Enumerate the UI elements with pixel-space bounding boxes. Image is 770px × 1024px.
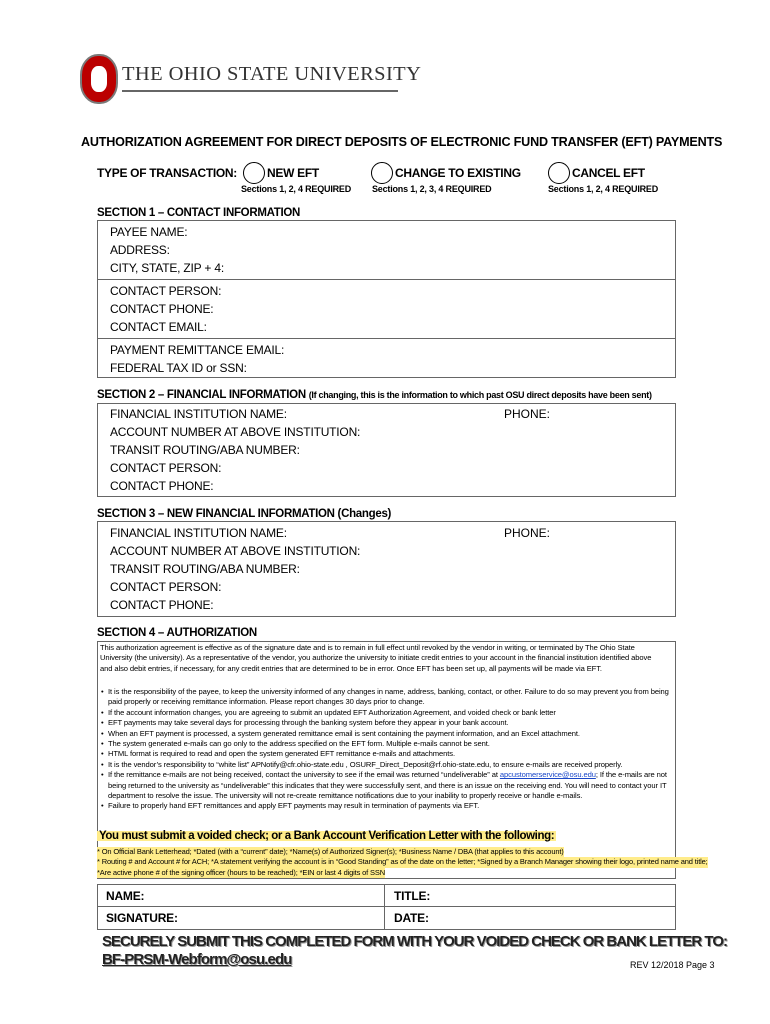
- radio-change-existing[interactable]: [371, 162, 393, 184]
- signature-divider: [98, 906, 675, 907]
- field-federal-tax-id[interactable]: [98, 359, 675, 377]
- voided-check-requirements: [97, 847, 708, 878]
- section1-divider: [98, 279, 675, 280]
- bullet-text: If the account information changes, you are agreeing to submit an updated EFT Authorization Agreement, and voided check or bank letter: [108, 707, 556, 717]
- bullet-text: It is the responsibility of the payee, to keep the university informed of any changes in name, address, banking, contact, or other. Failure to do so may prevent you from being paid properly or receiving remittance information. Please report changes 30 days prior to change.: [108, 687, 669, 707]
- field-label: FINANCIAL INSTITUTION NAME:: [110, 407, 287, 421]
- requirement-line: * Routing # and Account # for ACH; *A statement verifying the account is in “Good Standing” as of the date on the letter; *Signed by a Branch Manager showing their logo, printed name and title;: [97, 857, 708, 867]
- field-contact-email[interactable]: [98, 318, 675, 336]
- section2-box: [97, 403, 676, 497]
- signature-divider: [384, 885, 385, 929]
- signature-field[interactable]: SIGNATURE:: [106, 911, 178, 925]
- field-new-routing-number[interactable]: [98, 560, 675, 578]
- field-label: FINANCIAL INSTITUTION NAME:: [110, 526, 287, 540]
- field-city-state-zip[interactable]: [98, 259, 675, 277]
- bullet-text: Failure to properly hand EFT remittances and apply EFT payments may result in termination of payments via EFT.: [108, 801, 480, 811]
- submit-email-link[interactable]: BF-PRSM-Webform@osu.edu: [102, 951, 292, 968]
- field-remittance-email[interactable]: [98, 341, 675, 359]
- university-logo: [80, 54, 422, 104]
- option-change-existing-label: CHANGE TO EXISTING: [395, 166, 521, 180]
- authorization-bullets: [100, 687, 670, 812]
- bullet-text: HTML format is required to read and open the system generated EFT remittance e-mails and attachments.: [108, 749, 455, 759]
- option-change-existing[interactable]: [395, 166, 521, 180]
- option-cancel-eft-label: CANCEL EFT: [572, 166, 645, 180]
- list-item: • It is the responsibility of the payee, to keep the university informed of any changes in name, address, banking, contact, or other. Failure to do so may prevent you from being paid properly or receiving remittance information. Please report changes 30 days prior to change.: [101, 687, 669, 707]
- section2-note: (If changing, this is the information to which past OSU direct deposits have been sent): [308, 390, 652, 400]
- section2-title: SECTION 2 – FINANCIAL INFORMATION: [97, 389, 306, 401]
- list-item: • EFT payments may take several days for processing through the banking system before they appear in your bank account.: [101, 718, 509, 728]
- field-new-account-number[interactable]: [98, 542, 675, 560]
- authorization-box: [97, 641, 708, 879]
- field-label: CONTACT PHONE:: [110, 302, 214, 316]
- field-new-contact-phone[interactable]: [98, 596, 675, 614]
- field-label: CONTACT PERSON:: [110, 461, 222, 475]
- authorization-intro: This authorization agreement is effective as of the signature date and is to remain in full effect until revoked by the vendor in writing, or terminated by The Ohio State University (the university). As a representative of the vendor, you authorize the university to initiate credit entries to your account in the financial institution identified above and also debit entries, if necessary, for any credit entries that are determined to be in error. Once EFT has been set up, all payments will be made via EFT.: [100, 643, 652, 673]
- voided-check-heading: You must submit a voided check; or a Bank Account Verification Letter with the following:: [99, 830, 555, 842]
- field-phone-label: PHONE:: [504, 407, 551, 421]
- field-label: CONTACT PERSON:: [110, 580, 222, 594]
- field-label: FEDERAL TAX ID or SSN:: [110, 361, 247, 375]
- option-new-eft-label: NEW EFT: [267, 166, 319, 180]
- requirement-line: *Are active phone # of the signing officer (hours to be reached); *EIN or last 4 digits of SSN: [97, 867, 386, 877]
- submit-instructions: SECURELY SUBMIT THIS COMPLETED FORM WITH YOUR VOIDED CHECK OR BANK LETTER TO:: [102, 933, 727, 950]
- bullet-text: It is the vendor’s responsibility to “white list” APNotify@cfr.ohio-state.edu , OSURF_Direct_Deposit@rf.ohio-state.edu, to ensure e-mails are received properly.: [108, 759, 623, 769]
- field-phone-label: PHONE:: [504, 526, 551, 540]
- section2-heading: [97, 389, 652, 401]
- option-cancel-eft[interactable]: [572, 166, 645, 180]
- field-account-number[interactable]: [98, 423, 675, 441]
- signature-block: [97, 884, 676, 930]
- field-label: PAYMENT REMITTANCE EMAIL:: [110, 343, 285, 357]
- field-label: CONTACT PHONE:: [110, 479, 214, 493]
- option-new-eft-required: Sections 1, 2, 4 REQUIRED: [241, 184, 352, 194]
- radio-cancel-eft[interactable]: [548, 162, 570, 184]
- bullet-text: The system generated e-mails can go only to the address specified on the EFT form. Multiple e-mails cannot be sent.: [108, 739, 490, 749]
- apcustomerservice-email-link[interactable]: apcustomerservice@osu.edu: [499, 770, 596, 780]
- option-new-eft[interactable]: [267, 166, 319, 180]
- name-field[interactable]: NAME:: [106, 889, 145, 903]
- field-label: CONTACT PERSON:: [110, 284, 222, 298]
- section3-box: [97, 521, 676, 617]
- section3-heading: SECTION 3 – NEW FINANCIAL INFORMATION (Changes): [97, 508, 392, 520]
- field-bank-contact-phone[interactable]: [98, 477, 675, 495]
- date-field[interactable]: DATE:: [394, 911, 429, 925]
- bullet-text: ; If the e-mails are not being returned to the university as “undeliverable” this indicates that they were successfully sent, and there is an issue on the receiving end. You will need to contact your IT department to resolve the issue. The university will not re-create remittance notifications due to your inability to properly receive or handle e-mails.: [108, 770, 667, 801]
- field-label: ACCOUNT NUMBER AT ABOVE INSTITUTION:: [110, 425, 361, 439]
- field-contact-phone[interactable]: [98, 300, 675, 318]
- section1-box: [97, 220, 676, 378]
- header-divider: [122, 90, 398, 92]
- field-contact-person[interactable]: [98, 282, 675, 300]
- bullet-text: If the remittance e-mails are not being received, contact the university to see if the email was returned “undeliverable” at: [108, 770, 500, 780]
- field-address[interactable]: [98, 241, 675, 259]
- field-routing-number[interactable]: [98, 441, 675, 459]
- list-item: • HTML format is required to read and open the system generated EFT remittance e-mails and attachments.: [101, 749, 455, 759]
- section4-heading: SECTION 4 – AUTHORIZATION: [97, 627, 257, 639]
- radio-new-eft[interactable]: [243, 162, 265, 184]
- requirement-line: * On Official Bank Letterhead; *Dated (with a “current” date); *Name(s) of Authorized Signer(s); *Business Name / DBA (that applies to this account): [97, 847, 564, 856]
- list-item: • If the remittance e-mails are not being received, contact the university to see if the email was returned “undeliverable” at apcustomerservice@osu.edu; If the e-mails are not being returned to the university as “undeliverable” this indicates that they were successfully sent, and there is an issue on the receiving end. You will need to contact your IT department to resolve the issue. The university will not re-create remittance notifications due to your inability to properly receive or handle e-mails.: [101, 770, 667, 801]
- field-label: CONTACT EMAIL:: [110, 320, 207, 334]
- field-label: ADDRESS:: [110, 243, 170, 257]
- type-of-transaction-label: TYPE OF TRANSACTION:: [97, 166, 237, 180]
- bullet-text: When an EFT payment is processed, a system generated remittance email is sent containing the payment information, and an Excel attachment.: [108, 728, 580, 738]
- option-change-existing-required: Sections 1, 2, 3, 4 REQUIRED: [372, 184, 492, 194]
- field-label: TRANSIT ROUTING/ABA NUMBER:: [110, 443, 300, 457]
- field-label: PAYEE NAME:: [110, 225, 188, 239]
- field-label: TRANSIT ROUTING/ABA NUMBER:: [110, 562, 300, 576]
- field-institution-name[interactable]: [98, 405, 675, 423]
- revision-label: REV 12/2018 Page 3: [630, 960, 715, 970]
- list-item: • When an EFT payment is processed, a system generated remittance email is sent containing the payment information, and an Excel attachment.: [101, 728, 580, 738]
- section1-divider: [98, 338, 675, 339]
- field-payee-name[interactable]: [98, 223, 675, 241]
- field-new-institution-name[interactable]: [98, 524, 675, 542]
- bullet-text: EFT payments may take several days for processing through the banking system before they appear in your bank account.: [108, 718, 509, 728]
- list-item: • It is the vendor’s responsibility to “white list” APNotify@cfr.ohio-state.edu , OSURF_Direct_Deposit@rf.ohio-state.edu, to ensure e-mails are received properly.: [101, 759, 623, 769]
- list-item: • The system generated e-mails can go only to the address specified on the EFT form. Multiple e-mails cannot be sent.: [101, 739, 490, 749]
- field-new-contact-person[interactable]: [98, 578, 675, 596]
- list-item: • If the account information changes, you are agreeing to submit an updated EFT Authorization Agreement, and voided check or bank letter: [101, 707, 556, 717]
- title-field[interactable]: TITLE:: [394, 889, 431, 903]
- field-label: ACCOUNT NUMBER AT ABOVE INSTITUTION:: [110, 544, 361, 558]
- field-bank-contact-person[interactable]: [98, 459, 675, 477]
- section1-heading: SECTION 1 – CONTACT INFORMATION: [97, 207, 301, 219]
- field-label: CITY, STATE, ZIP + 4:: [110, 261, 224, 275]
- block-o-logo-icon: [80, 54, 118, 104]
- list-item: • Failure to properly hand EFT remittances and apply EFT payments may result in termination of payments via EFT.: [101, 801, 480, 811]
- university-name: THE OHIO STATE UNIVERSITY: [122, 63, 422, 85]
- option-cancel-eft-required: Sections 1, 2, 4 REQUIRED: [548, 184, 659, 194]
- form-title: AUTHORIZATION AGREEMENT FOR DIRECT DEPOSITS OF ELECTRONIC FUND TRANSFER (EFT) PAYMENTS: [81, 135, 723, 149]
- field-label: CONTACT PHONE:: [110, 598, 214, 612]
